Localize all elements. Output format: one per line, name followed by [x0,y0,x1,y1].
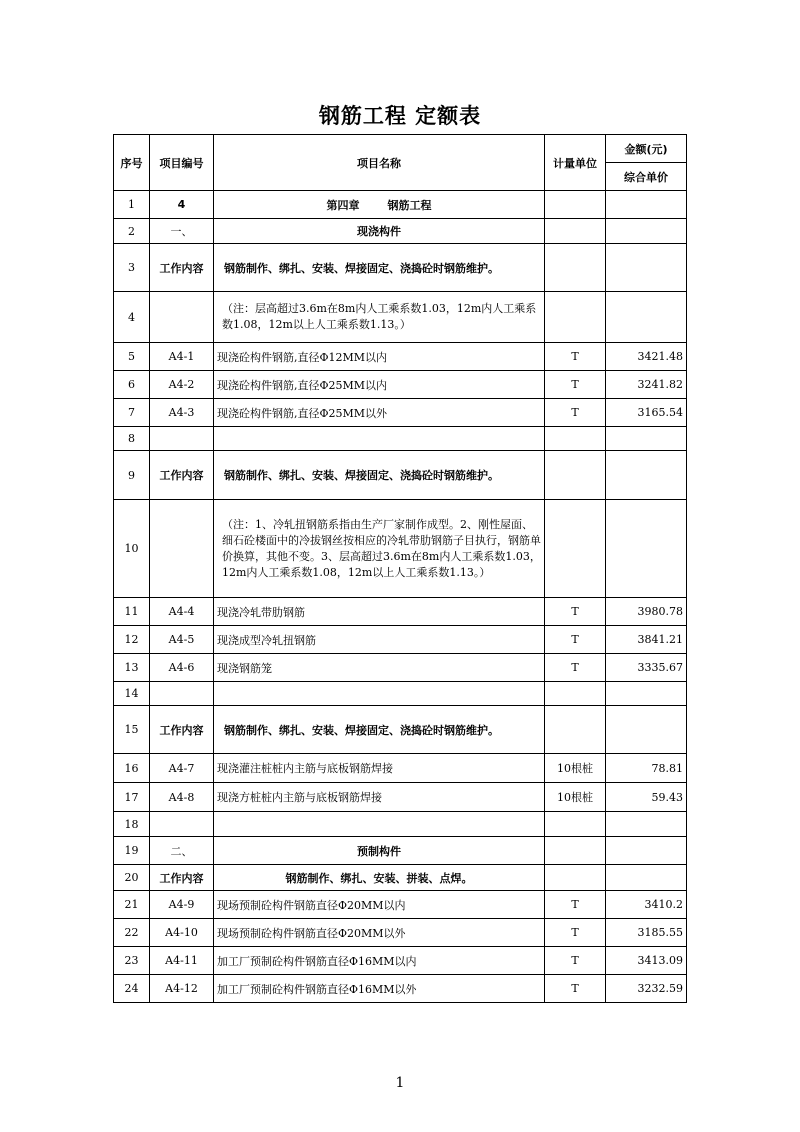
item-price [606,219,687,244]
item-price: 3232.59 [606,975,687,1003]
item-price [606,812,687,837]
row-seq: 20 [114,865,150,891]
item-name: 现浇钢筋笼 [214,654,545,682]
header-unit-price: 综合单价 [606,163,687,191]
table-row [114,837,687,865]
row-code: A4-7 [150,754,214,783]
page-number: 1 [395,1075,405,1091]
row-seq: 14 [114,682,150,706]
item-name: 加工厂预制砼构件钢筋直径Φ16MM以内 [214,947,545,975]
section-title: 现浇构件 [214,219,545,244]
row-code: 工作内容 [150,706,214,754]
row-seq: 5 [114,343,150,371]
row-code: 工作内容 [150,451,214,500]
row-code: A4-8 [150,783,214,812]
page-title: 钢筋工程 定额表 [318,104,482,128]
note-text: （注：层高超过3.6m在8m内人工乘系数1.03，12m内人工乘系数1.08，12m以上人工乘系数1.13。） [214,292,545,343]
item-name: 现浇砼构件钢筋,直径Φ25MM以内 [214,371,545,399]
item-name [214,682,545,706]
header-unit: 计量单位 [545,135,606,191]
header-amount: 金额(元) [606,135,687,163]
table-row [114,451,687,500]
item-unit: T [545,654,606,682]
row-seq: 19 [114,837,150,865]
item-unit: T [545,343,606,371]
row-seq: 10 [114,500,150,598]
table-row [114,598,687,626]
table-row [114,975,687,1003]
row-seq: 2 [114,219,150,244]
row-seq: 6 [114,371,150,399]
row-seq: 21 [114,891,150,919]
item-price [606,682,687,706]
row-seq: 17 [114,783,150,812]
item-unit: T [545,399,606,427]
item-unit [545,244,606,292]
item-unit [545,812,606,837]
header-seq: 序号 [114,135,150,191]
work-content: 钢筋制作、绑扎、安装、拼装、点焊。 [214,865,545,891]
item-price: 59.43 [606,783,687,812]
item-name: 现浇成型冷轧扭钢筋 [214,626,545,654]
item-price [606,865,687,891]
table-row [114,244,687,292]
item-price [606,191,687,219]
quota-table [113,134,687,1003]
row-seq: 3 [114,244,150,292]
item-price: 3410.2 [606,891,687,919]
table-row [114,219,687,244]
item-unit: 10根桩 [545,783,606,812]
item-name: 现浇冷轧带肋钢筋 [214,598,545,626]
row-seq: 4 [114,292,150,343]
row-code: 一、 [150,219,214,244]
item-unit [545,682,606,706]
item-price: 3413.09 [606,947,687,975]
item-unit: T [545,598,606,626]
item-name: 现浇砼构件钢筋,直径Φ12MM以内 [214,343,545,371]
row-code: A4-6 [150,654,214,682]
row-seq: 16 [114,754,150,783]
row-code: A4-12 [150,975,214,1003]
item-unit [545,500,606,598]
item-price [606,837,687,865]
table-row [114,626,687,654]
item-price [606,706,687,754]
row-code [150,500,214,598]
row-code: A4-4 [150,598,214,626]
row-seq: 11 [114,598,150,626]
item-price: 3335.67 [606,654,687,682]
table-row [114,865,687,891]
item-price: 3165.54 [606,399,687,427]
table-row [114,500,687,598]
item-price: 78.81 [606,754,687,783]
row-code: A4-5 [150,626,214,654]
item-name [214,427,545,451]
item-price: 3185.55 [606,919,687,947]
row-seq: 24 [114,975,150,1003]
item-name: 加工厂预制砼构件钢筋直径Φ16MM以外 [214,975,545,1003]
item-unit [545,706,606,754]
table-row [114,891,687,919]
row-code [150,682,214,706]
header-code: 项目编号 [150,135,214,191]
item-unit [545,219,606,244]
item-unit [545,427,606,451]
chapter-title [214,191,545,219]
table-row [114,682,687,706]
row-code: 工作内容 [150,244,214,292]
row-seq: 15 [114,706,150,754]
item-name [214,812,545,837]
item-price: 3980.78 [606,598,687,626]
item-unit: T [545,626,606,654]
item-price [606,451,687,500]
row-seq: 18 [114,812,150,837]
item-unit [545,292,606,343]
row-seq: 9 [114,451,150,500]
item-price [606,500,687,598]
table-row [114,343,687,371]
item-unit: T [545,975,606,1003]
table-row [114,654,687,682]
item-price: 3421.48 [606,343,687,371]
row-code [150,292,214,343]
table-row [114,919,687,947]
item-unit [545,837,606,865]
item-name: 现浇灌注桩桩内主筋与底板钢筋焊接 [214,754,545,783]
row-seq: 8 [114,427,150,451]
row-seq: 13 [114,654,150,682]
item-price [606,292,687,343]
item-price: 3241.82 [606,371,687,399]
item-unit: T [545,947,606,975]
row-code: 二、 [150,837,214,865]
table-row [114,427,687,451]
row-code: 4 [150,191,214,219]
table-row [114,783,687,812]
row-seq: 22 [114,919,150,947]
row-seq: 1 [114,191,150,219]
item-unit: T [545,919,606,947]
item-name: 现浇方桩桩内主筋与底板钢筋焊接 [214,783,545,812]
item-unit: 10根桩 [545,754,606,783]
chapter-name: 钢筋工程 [387,198,432,212]
item-unit [545,451,606,500]
work-content: 钢筋制作、绑扎、安装、焊接固定、浇捣砼时钢筋维护。 [214,244,545,292]
row-code: A4-11 [150,947,214,975]
chapter-number: 第四章 [326,198,360,212]
section-title: 预制构件 [214,837,545,865]
row-code [150,812,214,837]
item-unit: T [545,371,606,399]
row-code: A4-9 [150,891,214,919]
item-price [606,427,687,451]
row-code [150,427,214,451]
row-seq: 12 [114,626,150,654]
row-code: A4-1 [150,343,214,371]
item-name: 现浇砼构件钢筋,直径Φ25MM以外 [214,399,545,427]
table-row [114,812,687,837]
work-content: 钢筋制作、绑扎、安装、焊接固定、浇捣砼时钢筋维护。 [214,451,545,500]
row-seq: 23 [114,947,150,975]
row-code: A4-10 [150,919,214,947]
row-seq: 7 [114,399,150,427]
work-content: 钢筋制作、绑扎、安装、焊接固定、浇捣砼时钢筋维护。 [214,706,545,754]
item-price: 3841.21 [606,626,687,654]
item-unit [545,191,606,219]
header-name: 项目名称 [214,135,545,191]
table-row [114,371,687,399]
item-name: 现场预制砼构件钢筋直径Φ20MM以内 [214,891,545,919]
item-unit [545,865,606,891]
table-row [114,191,687,219]
table-row [114,754,687,783]
item-price [606,244,687,292]
table-row [114,947,687,975]
note-text: （注：1、冷轧扭钢筋系指由生产厂家制作成型。2、刚性屋面、细石砼楼面中的冷拔钢丝按相应的冷轧带肋钢筋子目执行，钢筋单价换算，其他不变。3、层高超过3.6m在8m内人工乘系数1.03，12m内人工乘系数1.08，12m以上人工乘系数1.13。） [214,500,545,598]
table-row [114,399,687,427]
row-code: A4-3 [150,399,214,427]
table-row [114,706,687,754]
item-unit: T [545,891,606,919]
row-code: A4-2 [150,371,214,399]
row-code: 工作内容 [150,865,214,891]
item-name: 现场预制砼构件钢筋直径Φ20MM以外 [214,919,545,947]
table-row [114,292,687,343]
